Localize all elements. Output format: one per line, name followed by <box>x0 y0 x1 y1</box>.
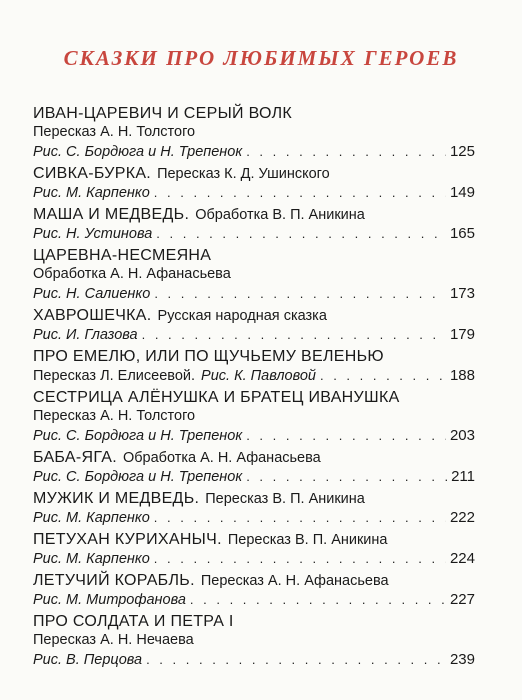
entry-illustrator: Рис. М. Карпенко <box>33 510 150 526</box>
entry-retold: Пересказ А. Н. Нечаева <box>33 632 194 648</box>
toc-entry[interactable] <box>33 306 475 344</box>
toc-entry[interactable] <box>33 388 475 445</box>
entry-illustrator: Рис. С. Бордюга и Н. Трепенок <box>33 144 243 160</box>
entry-note: Русская народная сказка <box>157 308 327 324</box>
entry-title: ПЕТУХАН КУРИХАНЫЧ. <box>33 531 222 548</box>
entry-title: МУЖИК И МЕДВЕДЬ. <box>33 490 200 507</box>
toc-entry[interactable] <box>33 571 475 609</box>
leader-dots <box>156 224 446 243</box>
entry-illustrator: Рис. М. Карпенко <box>33 551 150 567</box>
toc-entry[interactable] <box>33 530 475 568</box>
toc-entry[interactable] <box>33 104 475 161</box>
entry-title: СЕСТРИЦА АЛЁНУШКА И БРАТЕЦ ИВАНУШКА <box>33 389 400 406</box>
leader-dots <box>154 284 446 303</box>
entry-title: МАША И МЕДВЕДЬ. <box>33 206 190 223</box>
entry-title: ПРО ЕМЕЛЮ, ИЛИ ПО ЩУЧЬЕМУ ВЕЛЕНЬЮ <box>33 348 384 365</box>
entry-page-number: 179 <box>449 326 475 343</box>
entry-illustrator: Рис. Н. Салиенко <box>33 286 151 302</box>
entry-illustrator: Рис. И. Глазова <box>33 327 138 343</box>
leader-dots <box>320 366 446 385</box>
section-heading: СКАЗКИ ПРО ЛЮБИМЫХ ГЕРОЕВ <box>63 46 459 70</box>
leader-dots <box>142 325 446 344</box>
table-of-contents <box>33 104 475 672</box>
entry-note: Обработка В. П. Аникина <box>195 207 365 223</box>
leader-dots <box>146 650 446 669</box>
entry-note: Пересказ В. П. Аникина <box>205 491 365 507</box>
leader-dots <box>246 467 447 486</box>
entry-note: Пересказ В. П. Аникина <box>227 532 388 548</box>
entry-page-number: 125 <box>449 143 475 160</box>
leader-dots <box>154 549 446 568</box>
entry-page-number: 239 <box>449 651 475 668</box>
entry-page-number: 173 <box>449 285 475 302</box>
toc-entry[interactable] <box>33 448 475 486</box>
entry-illustrator: Рис. М. Карпенко <box>33 185 150 201</box>
entry-retold: Пересказ А. Н. Толстого <box>33 124 196 140</box>
entry-illustrator: Рис. К. Павловой <box>201 368 316 384</box>
entry-retold: Пересказ А. Н. Толстого <box>33 408 196 424</box>
entry-page-number: 211 <box>451 468 475 485</box>
entry-page-number: 165 <box>449 225 475 242</box>
toc-entry[interactable] <box>33 612 475 669</box>
entry-page-number: 224 <box>449 550 475 567</box>
entry-illustrator: Рис. М. Митрофанова <box>33 592 186 608</box>
entry-page-number: 149 <box>449 184 475 201</box>
entry-title: ИВАН-ЦАРЕВИЧ И СЕРЫЙ ВОЛК <box>33 105 293 122</box>
toc-entry[interactable] <box>33 347 475 385</box>
leader-dots <box>154 183 446 202</box>
entry-page-number: 222 <box>449 509 475 526</box>
entry-title: ПРО СОЛДАТА И ПЕТРА I <box>33 613 234 630</box>
entry-title: ХАВРОШЕЧКА. <box>33 307 152 324</box>
toc-entry[interactable] <box>33 246 475 303</box>
entry-title: СИВКА-БУРКА. <box>33 165 152 182</box>
entry-illustrator: Рис. В. Перцова <box>33 652 143 668</box>
entry-note: Обработка А. Н. Афанасьева <box>122 450 321 466</box>
entry-note: Пересказ К. Д. Ушинского <box>157 166 330 182</box>
toc-entry[interactable] <box>33 164 475 202</box>
entry-page-number: 203 <box>449 427 475 444</box>
leader-dots <box>246 142 446 161</box>
leader-dots <box>154 508 446 527</box>
toc-entry[interactable] <box>33 489 475 527</box>
entry-title: ЛЕТУЧИЙ КОРАБЛЬ. <box>33 572 195 589</box>
leader-dots <box>190 590 446 609</box>
entry-page-number: 227 <box>449 591 475 608</box>
entry-note: Пересказ А. Н. Афанасьева <box>200 573 389 589</box>
entry-illustrator: Рис. С. Бордюга и Н. Трепенок <box>33 428 243 444</box>
entry-illustrator: Рис. Н. Устинова <box>33 226 153 242</box>
entry-retold: Пересказ Л. Елисеевой. <box>33 368 196 384</box>
entry-retold: Обработка А. Н. Афанасьева <box>33 266 231 282</box>
toc-entry[interactable] <box>33 205 475 243</box>
entry-page-number: 188 <box>449 367 475 384</box>
leader-dots <box>246 426 446 445</box>
entry-title: ЦАРЕВНА-НЕСМЕЯНА <box>33 247 212 264</box>
entry-illustrator: Рис. С. Бордюга и Н. Трепенок <box>33 469 243 485</box>
entry-title: БАБА-ЯГА. <box>33 449 117 466</box>
